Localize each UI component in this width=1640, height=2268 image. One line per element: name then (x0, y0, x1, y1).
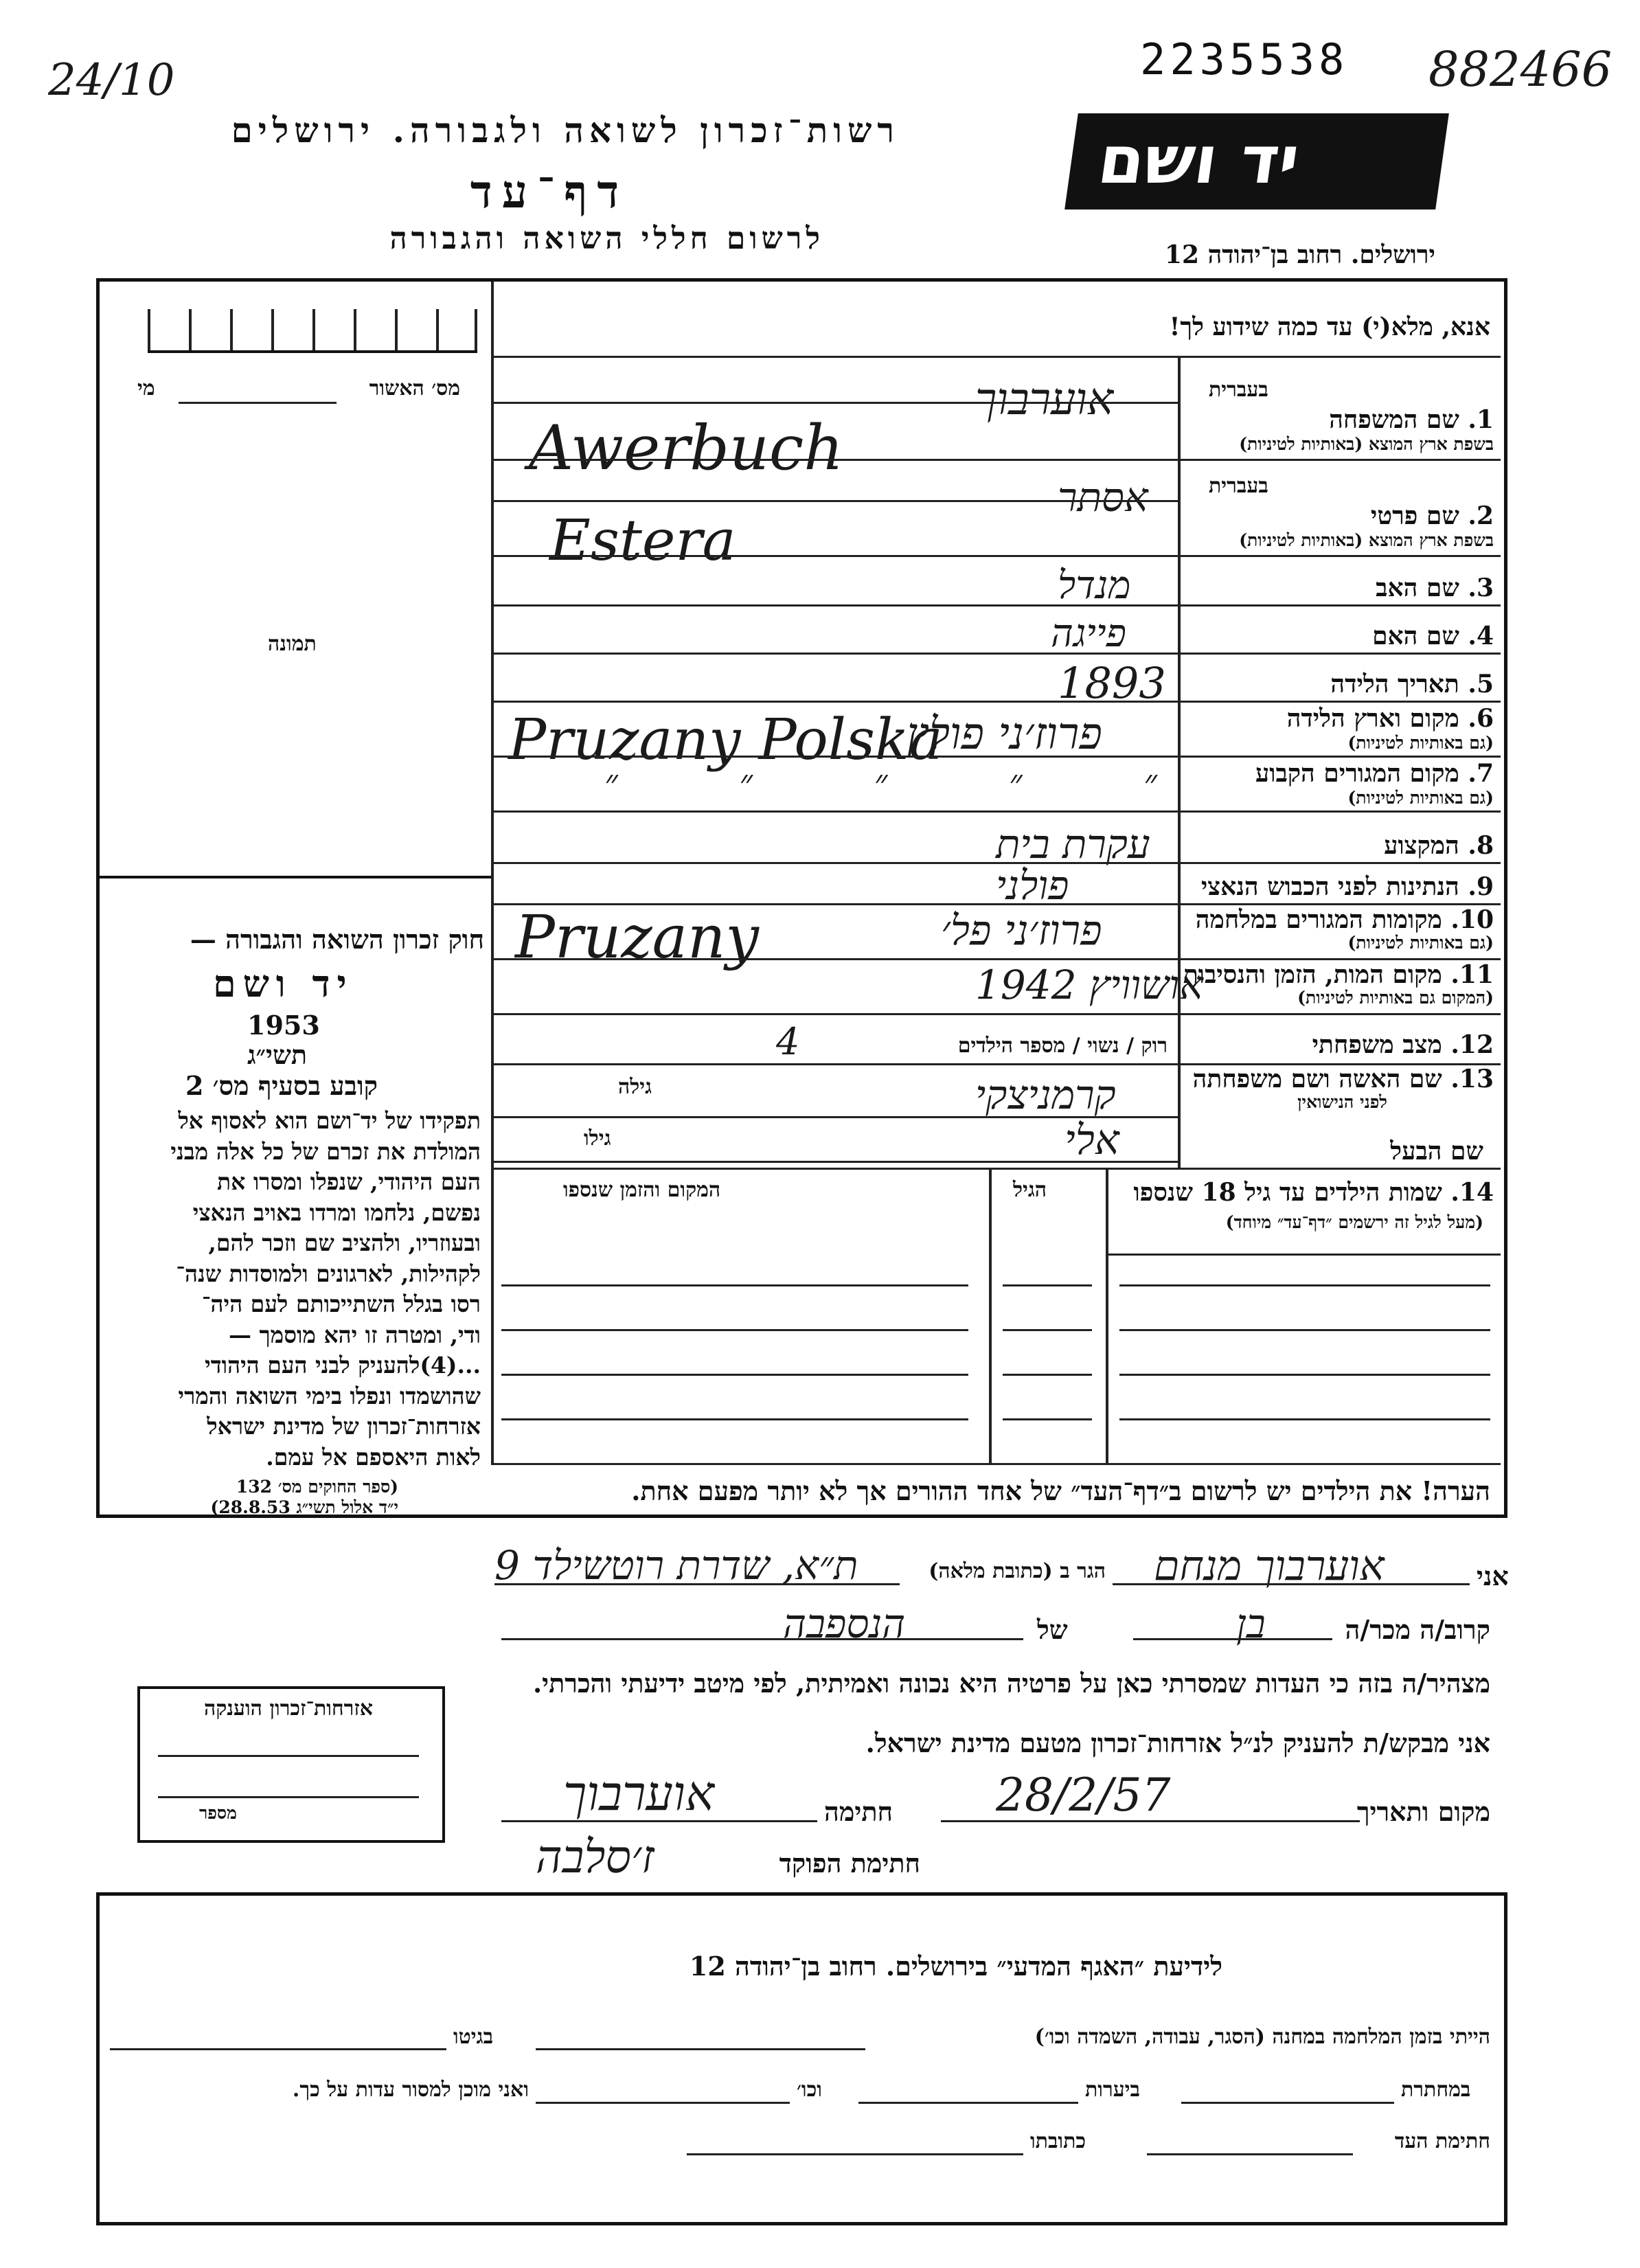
law-text-line: העם היהודי, שנפלו ומסרו את (217, 1168, 481, 1195)
field-2-label: 2. שם פרטי (1370, 501, 1494, 530)
bottom-box (96, 1892, 1507, 2225)
field-3-label: 3. שם האב (1376, 574, 1494, 602)
field-12-children-count[interactable]: 4 (776, 1020, 800, 1063)
instruction-text: אנא, מלא(י) עד כמה שידוע לך! (1169, 313, 1490, 341)
logo-text: יד ושם (1093, 122, 1304, 199)
law-clause: קובע בסעיף מס׳ 2 (185, 1070, 378, 1101)
field-1-lang: בעברית (1209, 378, 1268, 402)
field-2-latin-value[interactable]: Estera (549, 508, 736, 574)
law-text-line: תפקידו של יד־ושם הוא לאסוף אל (178, 1107, 481, 1134)
field-4-label: 4. שם האם (1372, 622, 1494, 650)
decl-official-sig-value[interactable]: ז׳סלבה (536, 1830, 654, 1883)
law-title: חוק זכרון השואה והגבורה — (190, 924, 484, 955)
decl-relation-label: קרוב/ה מכר/ה (1345, 1614, 1490, 1645)
field-6-label: 6. מקום וארץ הלידה (1286, 704, 1494, 733)
form-subtitle: לרשום חללי השואה והגבורה (389, 221, 824, 256)
field-1-sub: בשפת ארץ המוצא (באותיות לטיניות) (1239, 434, 1494, 454)
approval-line (179, 402, 337, 404)
law-text-line: נפשם, נלחמו ומרדו באויב הנאצי (192, 1199, 481, 1226)
decl-official-sig-label: חתימת הפוקד (779, 1848, 920, 1879)
law-footnote-2: י״ד אלול תשי״ג 28.8.53) (210, 1497, 398, 1517)
field-8-value[interactable]: עקרת בית (996, 821, 1150, 867)
bottom-camp-line-1: הייתי בזמן המלחמה במחנה (הסגר, עבודה, השמדה וכו׳) (1034, 2025, 1490, 2049)
field-12-value[interactable]: רוק / נשוי / מספר הילדים (957, 1034, 1168, 1058)
decl-of-label: של (1037, 1614, 1068, 1645)
bottom-line2-a: במחתרת (1401, 2078, 1471, 2102)
approval-label: מס׳ האשור (369, 376, 460, 400)
bottom-address-label: כתובתו (1030, 2129, 1086, 2153)
field-7-value[interactable]: ״ ״ ״ ״ ״ (604, 762, 1212, 804)
bottom-line2-c: וכו׳ (797, 2078, 822, 2102)
decl-place-date-value[interactable]: 28/2/57 (996, 1769, 1171, 1822)
citizenship-number-label: מספר (199, 1803, 237, 1823)
citizenship-title: אזרחות־זכרון הוענקה (203, 1697, 374, 1721)
field-9-label: 9. הנתינות לפני הכבוש הנאצי (1200, 872, 1494, 901)
handwritten-number: 882466 (1428, 41, 1613, 98)
law-text-line: אזרחות־זכרון של מדינת ישראל (207, 1413, 481, 1440)
field-2-lang: בעברית (1209, 474, 1268, 498)
org-address: ירושלים. רחוב בן־יהודה 12 (1164, 240, 1435, 269)
decl-request: אני מבקש/ת להעניק לנ״ל אזרחות־זכרון מטעם מדינת ישראל. (865, 1727, 1490, 1758)
org-name: רשות־זכרון לשואה ולגבורה. ירושלים (231, 110, 900, 150)
husband-age-label: גילו (584, 1126, 611, 1150)
field-1-label: 1. שם המשפחה (1329, 405, 1494, 434)
law-text-line: שהושמדו ונפלו בימי השואה והמרי (178, 1382, 481, 1409)
field-6-value[interactable]: פרוז׳ני פולין (907, 709, 1102, 760)
bottom-title: לידיעת ״האגף המדעי״ בירושלים. רחוב בן־יהודה 12 (689, 1951, 1222, 1982)
law-text-line: ובעוזריו, ולהציב שם וזכר להם, (208, 1229, 481, 1256)
law-footnote-1: (ספר החוקים מס׳ 132 (236, 1477, 398, 1497)
field-2-heb-value[interactable]: אסתר (1058, 474, 1148, 521)
field-10-label: 10. מקומות המגורים במלחמה (1195, 905, 1494, 934)
decl-i-label: אני (1477, 1561, 1509, 1591)
field-13-age-label: גילה (618, 1075, 652, 1099)
law-year-heb: תשי״ג (247, 1039, 308, 1070)
children-col-place: המקום והזמן שנספו (563, 1178, 721, 1202)
law-text-line: ודי, ומטרה זו יהא מוסמך — (228, 1321, 481, 1348)
field-11-value[interactable]: אושוויץ 1942 (975, 962, 1203, 1008)
field-9-value[interactable]: פולני (996, 862, 1069, 909)
decl-signature-value[interactable]: אוערבוך (563, 1765, 714, 1822)
bottom-line2-b: ביערות (1085, 2078, 1141, 2102)
law-text (110, 1106, 481, 1473)
field-10-value[interactable]: פרוז׳ני פל׳ (941, 907, 1102, 955)
field-5-label: 5. תאריך הלידה (1330, 670, 1494, 699)
husband-label: שם הבעל (1390, 1137, 1483, 1166)
children-table-label: 14. שמות הילדים עד גיל 18 שנספו (1133, 1178, 1494, 1207)
photo-label: תמונה (268, 632, 317, 656)
field-10-latin-value[interactable]: Pruzany (515, 903, 759, 972)
field-7-label: 7. מקום המגורים הקבוע (1255, 759, 1494, 788)
field-13-sub: לפני הנישואין (1297, 1092, 1387, 1112)
field-11-sub: (המקום גם באותיות לטיניות) (1297, 988, 1494, 1008)
field-5-value[interactable]: 1893 (1058, 658, 1166, 708)
bottom-witness-sig-label: חתימת העד (1394, 2129, 1490, 2153)
corner-mark: 24/10 (48, 55, 175, 106)
field-1-latin-value[interactable]: Awerbuch (529, 412, 844, 484)
field-8-label: 8. המקצוע (1384, 831, 1494, 860)
bottom-camp-line-2: בגיטו (453, 2025, 494, 2049)
field-11-label: 11. מקום המות, הזמן והנסיבות (1183, 960, 1494, 989)
bottom-line2-d: ואני מוכן למסור עדות על כך. (292, 2078, 529, 2102)
decl-name-value[interactable]: אוערבוך מנחם (1154, 1542, 1385, 1590)
field-3-value[interactable]: מנדל (1058, 563, 1131, 608)
field-4-value[interactable]: פייגה (1051, 611, 1127, 656)
field-6-latin-value[interactable]: Pruzany Polska (508, 707, 943, 773)
printed-number: 2235538 (1140, 34, 1349, 84)
field-2-sub: בשפת ארץ המוצא (באותיות לטיניות) (1239, 530, 1494, 550)
decl-resides-label: הגר ב (כתובת מלאה) (929, 1559, 1106, 1583)
approval-tick-boxes (148, 309, 477, 353)
husband-value[interactable]: אלי (1064, 1116, 1119, 1164)
children-col-age: הגיל (1013, 1178, 1047, 1202)
law-text-line: לקהילות, לארגונים ולמוסדות שנה־ (176, 1260, 481, 1287)
law-text-line: המולדת את זכרם של כל אלה מבני (170, 1137, 481, 1165)
field-13-label: 13. שם האשה ושם משפחתה (1192, 1065, 1494, 1093)
law-text-line: ...(4)להעניק לבני העם היהודי (205, 1352, 481, 1379)
law-text-line: לאות היאספם אל עמם. (266, 1443, 481, 1471)
note-text: הערה! את הילדים יש לרשום ב״דף־העד״ של אחד ההורים אך לא יותר מפעם אחת. (631, 1475, 1490, 1506)
field-10-sub: (גם באותיות לטיניות) (1347, 933, 1494, 953)
field-12-label: 12. מצב משפחתי (1312, 1030, 1494, 1059)
law-year-greg: 1953 (247, 1010, 320, 1041)
decl-of-value[interactable]: הנספבה (783, 1600, 906, 1647)
field-7-sub: (גם באותיות לטיניות) (1347, 788, 1494, 808)
field-1-heb-value[interactable]: אוערבוך (975, 374, 1114, 425)
field-13-value[interactable]: קרמניצקי (975, 1071, 1116, 1118)
law-name: יד ושם (213, 962, 354, 1006)
law-text-line: רסו בגלל השתייכותם לעם היה־ (201, 1291, 481, 1317)
decl-address-value[interactable]: ת״א, שדרת רוטשילד 9 (494, 1542, 858, 1589)
children-table-sub: (מעל לגיל זה ירשמים ״דף־עד״ מיוחד) (1225, 1212, 1483, 1232)
logo (1064, 113, 1449, 209)
decl-signature-label: חתימה (824, 1796, 893, 1827)
decl-relation-value[interactable]: בן (1236, 1600, 1266, 1647)
field-6-sub: (גם באותיות לטיניות) (1347, 733, 1494, 753)
decl-statement: מצהיר/ה בזה כי העדות שמסרתי כאן על פרטיה היא נכונה ואמיתית, לפי מיטב ידיעתי והכרתי. (532, 1668, 1490, 1699)
form-title: דף־עד (470, 165, 629, 218)
instruction-underline (491, 356, 1501, 358)
decl-place-date-label: מקום ותאריך (1356, 1796, 1490, 1827)
approval-suffix: מי (137, 376, 155, 400)
